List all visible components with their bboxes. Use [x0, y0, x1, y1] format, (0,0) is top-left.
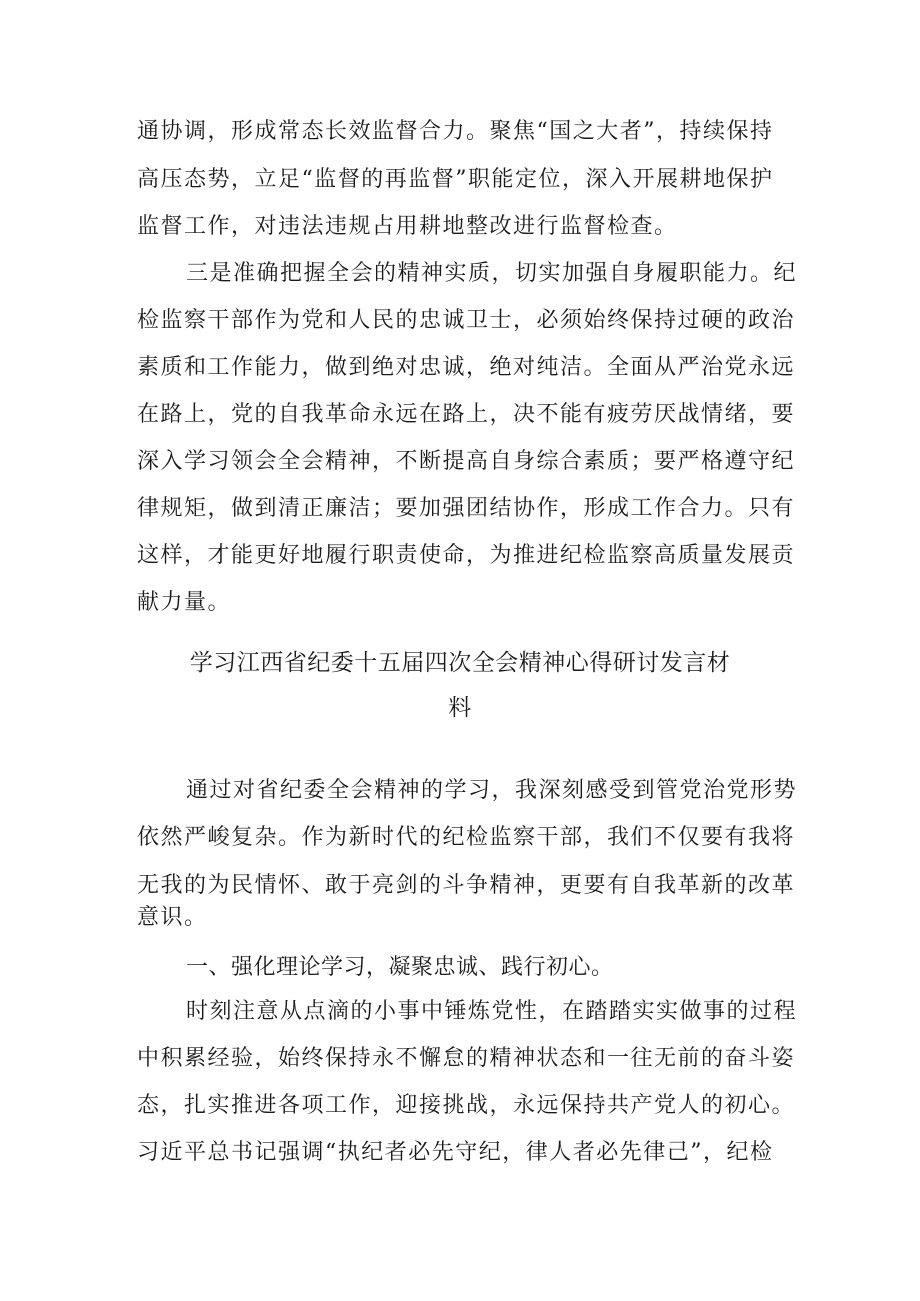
paragraph-line: 意识。 — [137, 905, 208, 930]
paragraph-line: 习近平总书记强调“执纪者必先守纪，律人者必先律己”，纪检 — [137, 1140, 774, 1165]
paragraph-line: 律规矩，做到清正廉洁；要加强团结协作，形成工作合力。只有 — [137, 496, 796, 521]
paragraph-line: 这样，才能更好地履行职责使命，为推进纪检监察高质量发展贡 — [137, 543, 796, 568]
paragraph-line: 监督工作，对违法违规占用耕地整改进行监督检查。 — [137, 214, 678, 239]
paragraph-line: 依然严峻复杂。作为新时代的纪检监察干部，我们不仅要有我将 — [137, 825, 796, 850]
paragraph-line: 献力量。 — [137, 590, 232, 615]
paragraph-line: 通过对省纪委全会精神的学习，我深刻感受到管党治党形势 — [186, 778, 798, 803]
paragraph-line: 检监察干部作为党和人民的忠诚卫士，必须始终保持过硬的政治 — [137, 308, 796, 333]
paragraph-line: 三是准确把握全会的精神实质，切实加强自身履职能力。纪 — [186, 261, 798, 286]
paragraph-line: 素质和工作能力，做到绝对忠诚，绝对纯洁。全面从严治党永远 — [137, 355, 796, 380]
paragraph-line: 通协调，形成常态长效监督合力。聚焦“国之大者”，持续保持 — [137, 119, 774, 144]
document-title: 学习江西省纪委十五届四次全会精神心得研讨发言材 — [189, 650, 731, 676]
paragraph-line: 在路上，党的自我革命永远在路上，决不能有疲劳厌战情绪，要 — [137, 402, 796, 427]
paragraph-line: 态，扎实推进各项工作，迎接挑战，永远保持共产党人的初心。 — [137, 1093, 796, 1118]
paragraph-line: 时刻注意从点滴的小事中锤炼党性，在踏踏实实做事的过程 — [186, 999, 798, 1024]
paragraph-line: 高压态势，立足“监督的再监督”职能定位，深入开展耕地保护 — [137, 167, 774, 192]
paragraph-line: 中积累经验，始终保持永不懈怠的精神状态和一往无前的奋斗姿 — [137, 1046, 796, 1071]
section-heading: 一、强化理论学习，凝聚忠诚、践行初心。 — [186, 955, 614, 980]
document-title-continued: 料 — [448, 695, 472, 721]
paragraph-line: 深入学习领会全会精神，不断提高自身综合素质；要严格遵守纪 — [137, 449, 796, 474]
paragraph-line: 无我的为民情怀、敢于亮剑的斗争精神，更要有自我革新的改革 — [137, 873, 796, 898]
